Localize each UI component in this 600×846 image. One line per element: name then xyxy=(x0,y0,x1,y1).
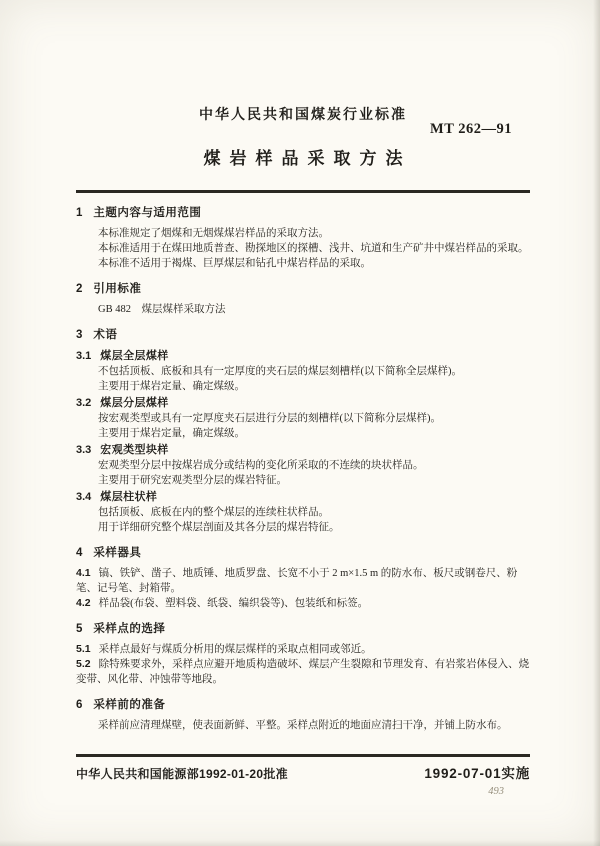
standard-number: MT 262—91 xyxy=(430,121,512,137)
section-number: 3 xyxy=(76,328,83,341)
page-number: 493 xyxy=(488,786,504,797)
subsection-title: 宏观类型块样 xyxy=(100,443,169,456)
paragraph: 不包括顶板、底板和具有一定厚度的夹石层的煤层刻槽样(以下简称全层煤样)。 xyxy=(98,365,462,377)
paragraph: 本标准适用于在煤田地质普查、勘探地区的探槽、浅井、坑道和生产矿井中煤岩样品的采取。 xyxy=(98,242,529,254)
paragraph: 包括顶板、底板在内的整个煤层的连续柱状样品。 xyxy=(98,506,329,518)
subsection-heading xyxy=(76,395,530,411)
subsection-title: 煤层柱状样 xyxy=(100,490,158,503)
approval-statement: 中华人民共和国能源部1992-01-20批准 xyxy=(76,767,288,781)
standard-category: 中华人民共和国煤炭行业标准 xyxy=(199,106,407,122)
section-heading xyxy=(76,697,530,713)
paragraph: 宏观类型分层中按煤岩成分或结构的变化所采取的不连续的块状样品。 xyxy=(98,459,424,471)
subsection-title: 煤层分层煤样 xyxy=(100,396,169,409)
implementation-date: 1992-07-01实施 xyxy=(424,766,530,781)
subsection-number: 3.3 xyxy=(76,443,92,456)
section-sampling-point xyxy=(76,621,530,687)
paragraph: 用于详细研究整个煤层剖面及其各分层的煤岩特征。 xyxy=(98,521,340,533)
section-preparation xyxy=(76,697,530,733)
subsection-number: 3.2 xyxy=(76,396,92,409)
clause xyxy=(76,566,530,596)
clause-number: 4.2 xyxy=(76,596,91,609)
clause-number: 5.1 xyxy=(76,642,91,655)
clause-number: 5.2 xyxy=(76,657,91,670)
paragraph: GB 482 煤层煤样采取方法 xyxy=(98,303,226,315)
section-title: 主题内容与适用范围 xyxy=(93,206,202,219)
paragraph: 按宏观类型或具有一定厚度夹石层进行分层的刻槽样(以下简称分层煤样)。 xyxy=(98,412,441,424)
section-heading xyxy=(76,545,530,561)
footer xyxy=(76,762,530,782)
paragraph: 主要用于研究宏观类型分层的煤岩特征。 xyxy=(98,474,287,486)
subsection xyxy=(76,442,530,488)
clause xyxy=(76,657,530,687)
clause-text: 样品袋(布袋、塑料袋、纸袋、编织袋等)、包装纸和标签。 xyxy=(98,597,369,609)
section-title: 采样前的准备 xyxy=(93,698,166,711)
section-number: 6 xyxy=(76,698,83,711)
clause-text: 除特殊要求外，采样点应避开地质构造破坏、煤层产生裂隙和节理发育、有岩浆岩体侵入、烧变带、风化带、冲蚀带等地段。 xyxy=(76,658,530,685)
section-heading xyxy=(76,621,530,637)
subsection xyxy=(76,348,530,394)
clause-text: 镐、铁铲、凿子、地质锤、地质罗盘、长宽不小于 2 m×1.5 m 的防水布、板尺或钢卷尺、粉笔、记号笔、封箱带。 xyxy=(76,567,518,594)
section-terms xyxy=(76,327,530,535)
section-number: 4 xyxy=(76,546,83,559)
subsection-heading xyxy=(76,442,530,458)
paragraph: 本标准不适用于褐煤、巨厚煤层和钻孔中煤岩样品的采取。 xyxy=(98,257,371,269)
section-title: 引用标准 xyxy=(93,282,142,295)
section-heading xyxy=(76,327,530,343)
paragraph: 主要用于煤岩定量、确定煤级。 xyxy=(98,380,245,392)
footer-rule xyxy=(76,754,530,757)
paragraph: 主要用于煤岩定量，确定煤级。 xyxy=(98,427,245,439)
subsection-heading xyxy=(76,489,530,505)
subsection xyxy=(76,395,530,441)
document-body xyxy=(76,205,530,733)
section-heading xyxy=(76,205,530,221)
subsection-number: 3.4 xyxy=(76,490,92,503)
section-number: 2 xyxy=(76,282,83,295)
section-number: 5 xyxy=(76,622,83,635)
section-scope xyxy=(76,205,530,271)
document-title: 煤岩样品采取方法 xyxy=(203,149,412,168)
section-number: 1 xyxy=(76,206,83,219)
subsection-heading xyxy=(76,348,530,364)
paragraph: 采样前应清理煤壁，使表面新鲜、平整。采样点附近的地面应清扫干净，并铺上防水布。 xyxy=(98,719,508,731)
subsection xyxy=(76,489,530,535)
subsection-number: 3.1 xyxy=(76,349,92,362)
section-heading xyxy=(76,281,530,297)
clause xyxy=(76,642,530,657)
section-equipment xyxy=(76,545,530,611)
subsection-title: 煤层全层煤样 xyxy=(100,349,169,362)
section-title: 术语 xyxy=(93,328,118,341)
paragraph: 本标准规定了烟煤和无烟煤煤岩样品的采取方法。 xyxy=(98,227,329,239)
clause-text: 采样点最好与煤质分析用的煤层煤样的采取点相同或邻近。 xyxy=(98,643,372,655)
header-rule xyxy=(76,190,530,193)
section-title: 采样器具 xyxy=(93,546,142,559)
clause xyxy=(76,596,530,611)
section-references xyxy=(76,281,530,317)
section-title: 采样点的选择 xyxy=(93,622,166,635)
clause-number: 4.1 xyxy=(76,566,91,579)
